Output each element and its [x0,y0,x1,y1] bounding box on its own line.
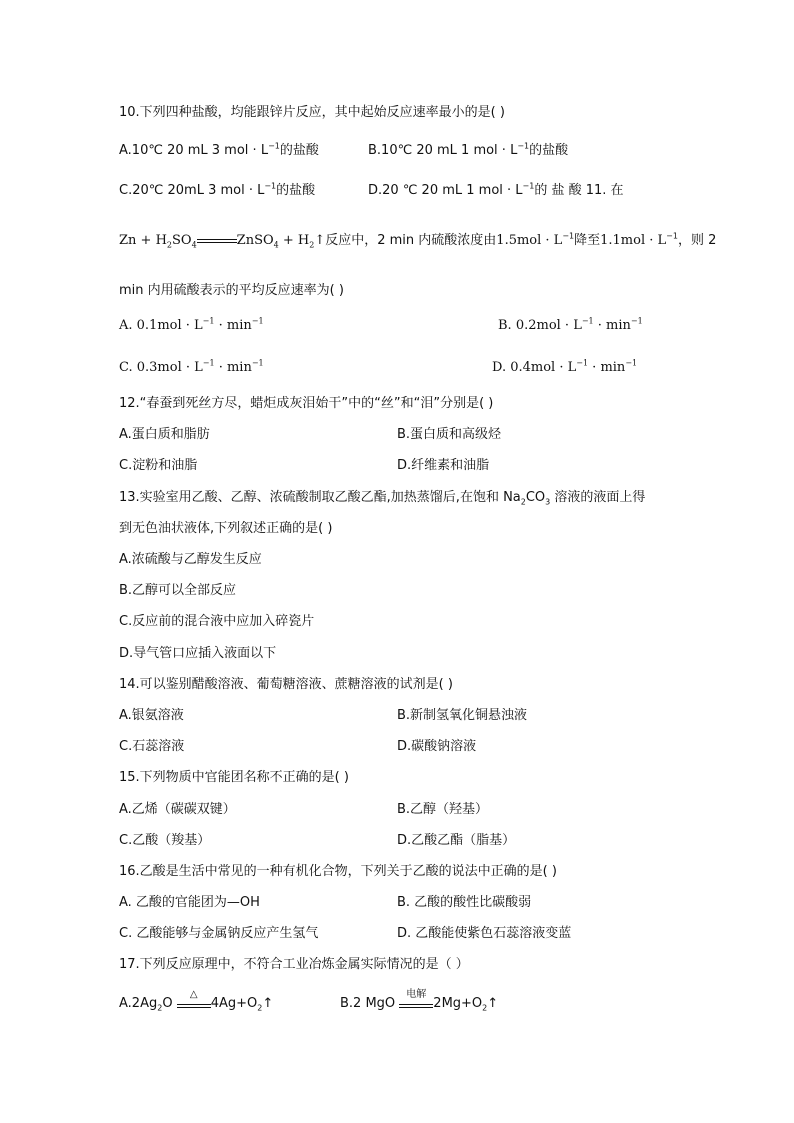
q14-stem: 14.可以鉴别醋酸溶液、葡萄糖溶液、蔗糖溶液的试剂是( ) [119,677,453,692]
q10-c-post: 的盐酸 [276,183,316,198]
q11-conc1: 1.5mol · L [496,233,563,248]
q11-d-mid: · min [588,360,626,375]
heat-icon: △ [189,988,198,1000]
q11-option-a [119,318,264,334]
q15-option-b: B.乙醇（羟基） [397,802,489,817]
q10-b-text: B.10℃ 20 mL 1 mol · L [368,143,518,158]
q17-a-o: O [162,996,173,1011]
q16-option-b: B. 乙酸的酸性比碳酸弱 [397,895,532,910]
q11-stem-line1 [119,233,716,249]
eq-product-h2: + H [278,233,310,248]
q15-stem: 15.下列物质中官能团名称不正确的是( ) [119,770,349,785]
q13-option-b: B.乙醇可以全部反应 [119,583,237,598]
q17-option-a [119,988,274,1013]
q11-c-text: C. 0.3mol · L [119,360,203,375]
q10-stem: 10.下列四种盐酸，均能跟锌片反应，其中起始反应速率最小的是( ) [119,105,505,120]
q17-a-sub2: 2 [257,1003,263,1013]
eq-sub: 4 [191,240,197,250]
gas-arrow-icon: ↑ [487,996,499,1011]
q10-a-sup: −1 [268,141,280,151]
q10-c-sup: −1 [264,181,277,191]
q10-a-post: 的盐酸 [279,143,319,158]
electrolysis-label: 电解 [406,988,427,1000]
q14-option-b: B.新制氢氧化铜悬浊液 [397,708,528,723]
q13-stem-mid: CO [525,490,546,505]
q17-b-pre: B.2 MgO [340,996,396,1011]
q10-a-text: A.10℃ 20 mL 3 mol · L [119,143,269,158]
q12-option-c: C.淀粉和油脂 [119,458,198,473]
q11-a-sup1: −1 [202,316,215,326]
q10-d-post: 的 盐 酸 11. 在 [534,183,624,198]
q11-conc2: 1.1mol · L [600,233,667,248]
q11-option-b [498,318,643,334]
q15-option-c: C.乙酸（羧基） [119,833,211,848]
q13-sub2: 3 [545,497,551,507]
electrolysis-condition-equals [399,988,433,1010]
q12-stem: 12.“春蚕到死丝方尽，蜡炬成灰泪始干”中的“丝”和“泪”分别是( ) [119,396,494,411]
eq-so4: SO [172,233,192,248]
q10-option-a [119,143,319,159]
gas-arrow-icon: ↑ [262,996,274,1011]
q17-a-pre: A.2Ag [119,996,158,1011]
q11-b-sup2: −1 [630,316,643,326]
q15-option-a: A.乙烯（碳碳双键） [119,802,236,817]
q11-c-mid: · min [214,360,252,375]
q16-stem: 16.乙酸是生活中常见的一种有机化合物，下列关于乙酸的说法中正确的是( ) [119,864,557,879]
q12-option-a: A.蛋白质和脂肪 [119,427,210,442]
q16-option-a: A. 乙酸的官能团为—OH [119,895,260,910]
q11-a-sup2: −1 [251,316,264,326]
q11-a-text: A. 0.1mol · L [119,318,203,333]
q13-stem-line2: 到无色油状液体,下列叙述正确的是( ) [119,521,333,536]
eq-sub: 4 [273,240,279,250]
q11-b-text: B. 0.2mol · L [498,318,582,333]
q11-option-d [492,360,637,376]
q10-c-text: C.20℃ 20mL 3 mol · L [119,183,265,198]
q10-b-sup: −1 [517,141,530,151]
q14-option-d: D.碳酸钠溶液 [397,739,477,754]
q15-option-d: D.乙酸乙酯（脂基） [397,833,516,848]
q13-sub1: 2 [520,497,526,507]
q16-option-c: C. 乙酸能够与金属钠反应产生氢气 [119,926,319,941]
q13-stem-line1 [119,490,645,506]
q11-text2: 降至 [574,233,601,248]
q10-option-b [368,143,568,159]
q11-option-c [119,360,264,376]
q12-option-b: B.蛋白质和高级烃 [397,427,502,442]
q12-option-d: D.纤维素和油脂 [397,458,490,473]
q17-b-post: 2Mg+O [433,996,483,1011]
q14-option-a: A.银氨溶液 [119,708,184,723]
q11-c-sup2: −1 [251,358,264,368]
q11-d-text: D. 0.4mol · L [492,360,577,375]
q10-d-text: D.20 ℃ 20 mL 1 mol · L [368,183,523,198]
q13-option-d: D.导气管口应插入液面以下 [119,646,277,661]
q11-b-sup1: −1 [581,316,594,326]
eq-reactant-zn: Zn + H [119,233,167,248]
q11-text1: 反应中，2 min 内硫酸浓度由 [325,233,497,248]
gas-arrow-icon: ↑ [314,233,326,248]
q14-option-c: C.石蕊溶液 [119,739,185,754]
q10-option-d [368,183,624,199]
eq-sub: 2 [309,240,315,250]
eq-sub: 2 [166,240,172,250]
q13-option-a: A.浓硫酸与乙醇发生反应 [119,552,262,567]
q11-a-mid: · min [214,318,252,333]
q13-stem-pre: 13.实验室用乙酸、乙醇、浓硫酸制取乙酸乙酯,加热蒸馏后,在饱和 Na [119,490,521,505]
q10-d-sup: −1 [522,181,535,191]
q13-option-c: C.反应前的混合液中应加入碎瓷片 [119,614,315,629]
q17-option-b [340,988,499,1013]
q11-c-sup1: −1 [202,358,215,368]
q13-stem-post: 溶液的液面上得 [550,490,646,505]
eq-product-znso4: ZnSO [236,233,274,248]
q11-b-mid: · min [593,318,631,333]
q17-a-sub: 2 [157,1003,163,1013]
equals-sign [197,237,237,245]
q17-b-sub2: 2 [482,1003,488,1013]
q11-conc2-sup: −1 [666,231,678,241]
q11-text3: ，则 2 [677,233,717,248]
q11-d-sup1: −1 [576,358,589,368]
q11-stem-line2: min 内用硫酸表示的平均反应速率为( ) [119,283,344,298]
q11-d-sup2: −1 [625,358,638,368]
q11-conc1-sup: −1 [562,231,575,241]
q17-a-post: 4Ag+O [210,996,258,1011]
q11-equation [119,233,325,248]
q16-option-d: D. 乙酸能使紫色石蕊溶液变蓝 [397,926,572,941]
q10-b-post: 的盐酸 [529,143,569,158]
heat-condition-equals [177,988,211,1010]
q10-option-c [119,183,315,199]
q17-stem: 17.下列反应原理中，不符合工业冶炼金属实际情况的是（ ） [119,957,469,972]
